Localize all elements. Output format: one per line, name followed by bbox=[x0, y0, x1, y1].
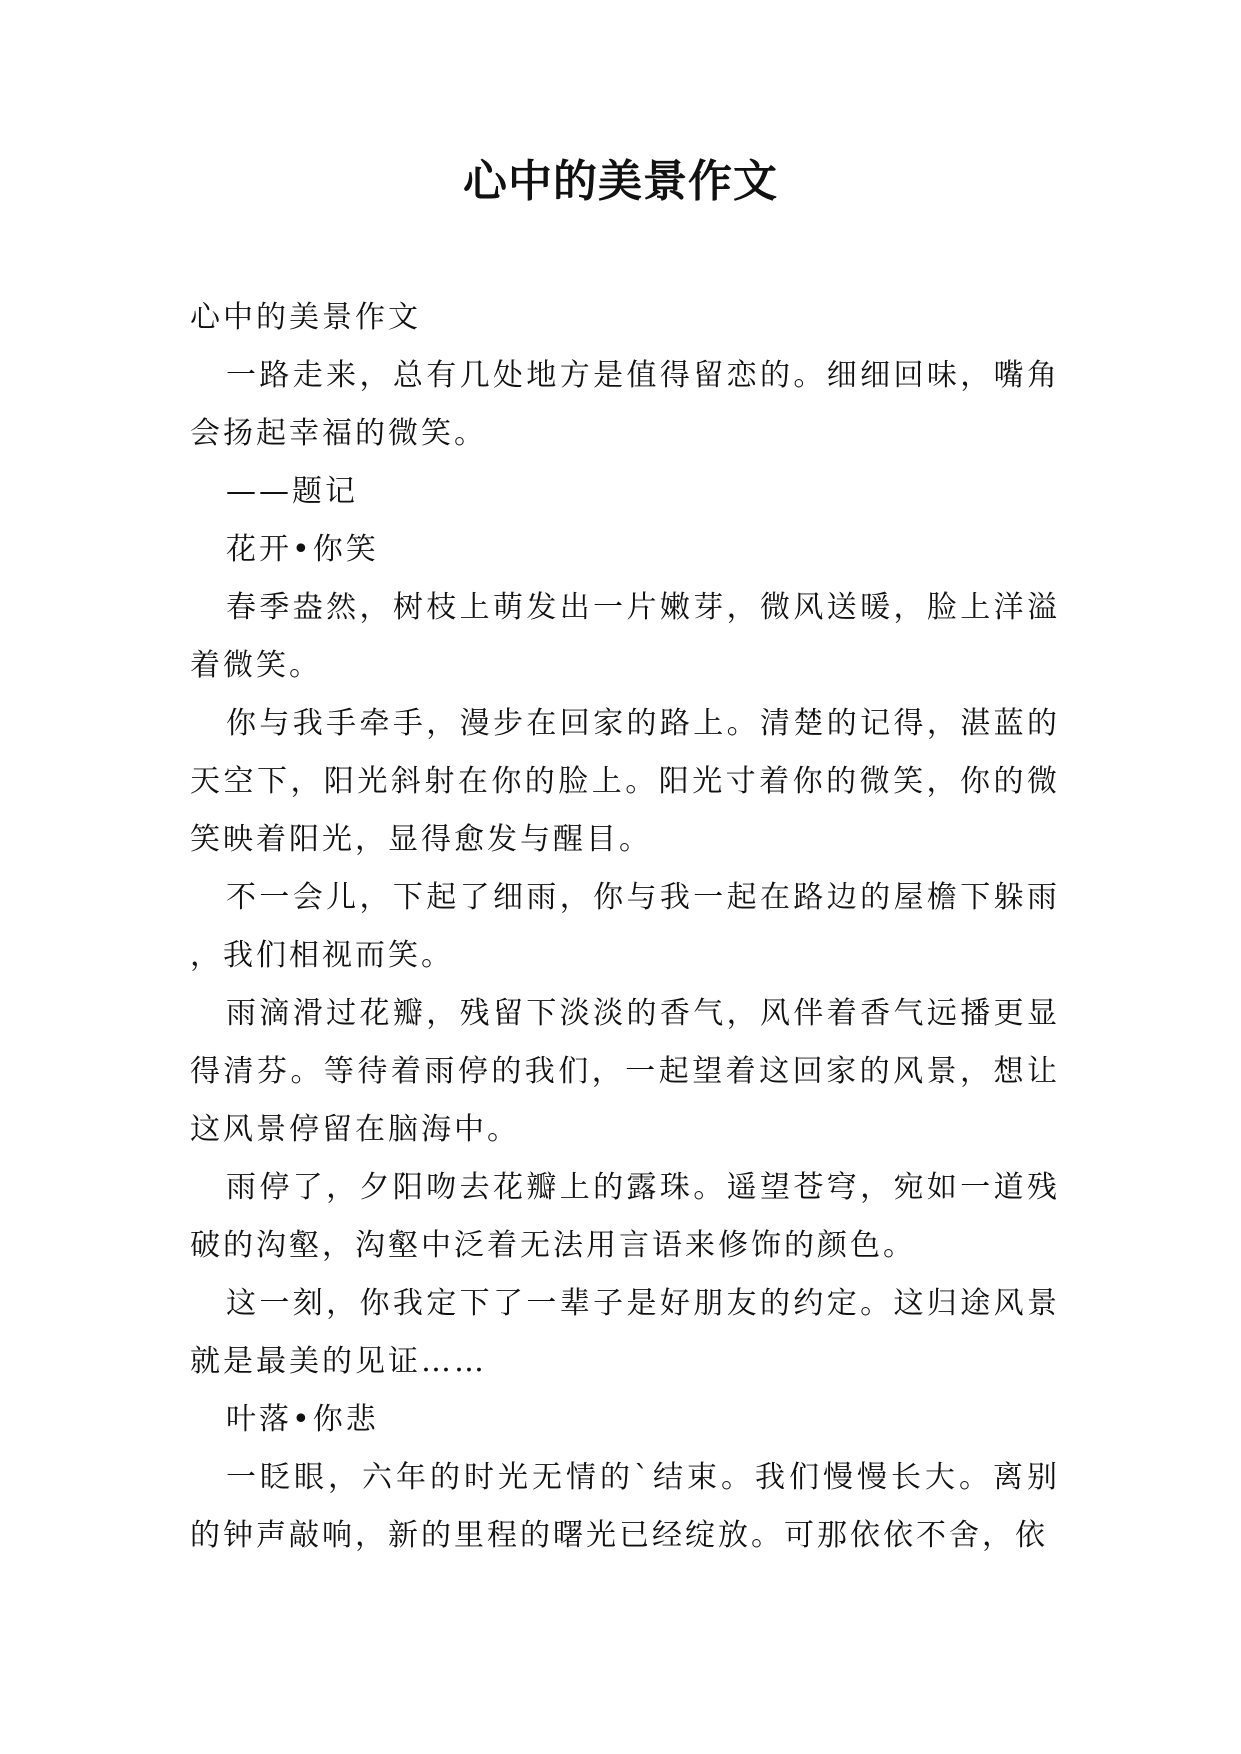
document-body bbox=[190, 289, 1060, 1565]
paragraph: 春季盎然，树枝上萌发出一片嫩芽，微风送暖，脸上洋溢着微笑。 bbox=[190, 590, 1060, 683]
document-title: 心中的美景作文 bbox=[463, 156, 778, 207]
paragraph: 雨滴滑过花瓣，残留下淡淡的香气，风伴着香气远播更显得清芬。等待着雨停的我们，一起望着这回家的风景，想让这风景停留在脑海中。 bbox=[190, 996, 1060, 1147]
section-heading: 叶落•你悲 bbox=[226, 1402, 379, 1437]
paragraph: 不一会儿，下起了细雨，你与我一起在路边的屋檐下躲雨，我们相视而笑。 bbox=[190, 880, 1060, 973]
paragraph: 这一刻，你我定下了一辈子是好朋友的约定。这归途风景就是最美的见证…… bbox=[190, 1286, 1060, 1379]
epigraph-attribution: ——题记 bbox=[226, 474, 358, 509]
paragraph: 一眨眼，六年的时光无情的`结束。我们慢慢长大。离别的钟声敲响，新的里程的曙光已经绽放。可那依依不舍，依 bbox=[190, 1460, 1060, 1553]
essay-heading: 心中的美景作文 bbox=[190, 300, 421, 335]
paragraph: 你与我手牵手，漫步在回家的路上。清楚的记得，湛蓝的天空下，阳光斜射在你的脸上。阳光寸着你的微笑，你的微笑映着阳光，显得愈发与醒目。 bbox=[190, 706, 1060, 857]
paragraph: 雨停了，夕阳吻去花瓣上的露珠。遥望苍穹，宛如一道残破的沟壑，沟壑中泛着无法用言语来修饰的颜色。 bbox=[190, 1170, 1060, 1263]
section-heading: 花开•你笑 bbox=[226, 532, 379, 567]
paragraph: 一路走来，总有几处地方是值得留恋的。细细回味，嘴角会扬起幸福的微笑。 bbox=[190, 358, 1060, 451]
